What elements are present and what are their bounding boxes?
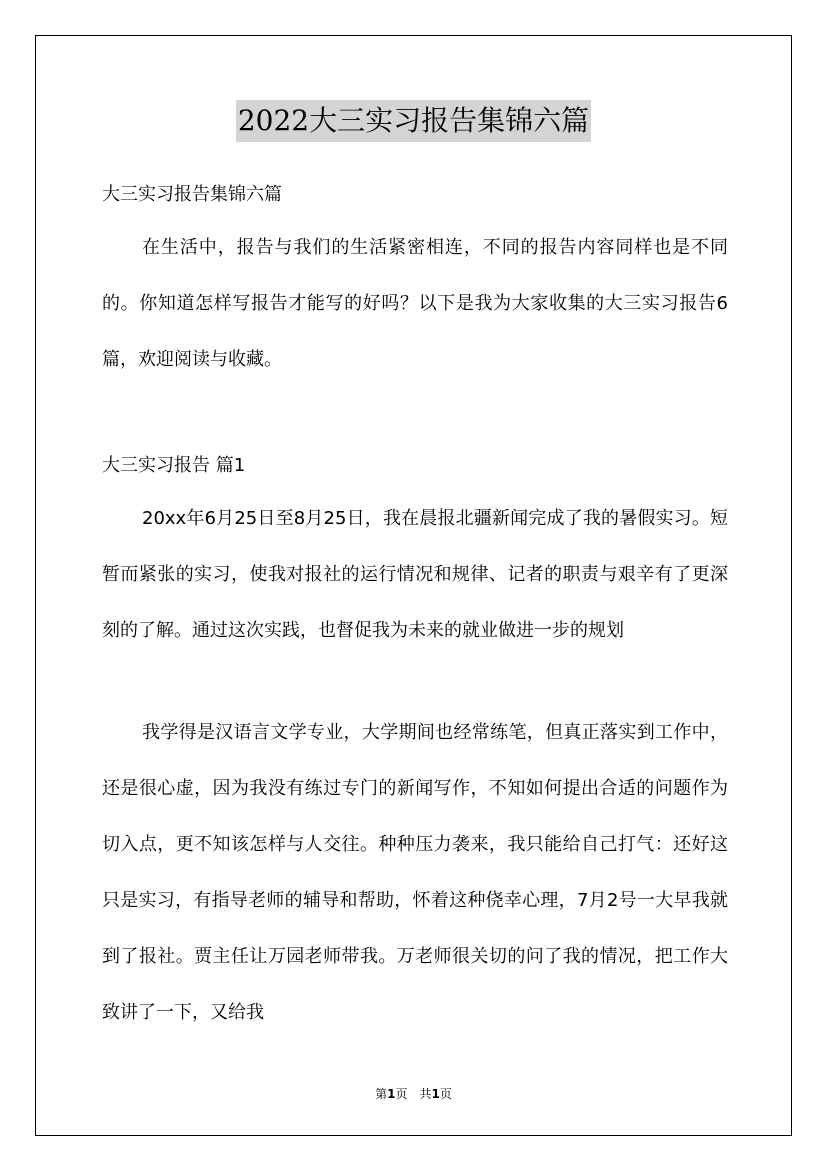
- body-paragraph-2: 我学得是汉语言文学专业，大学期间也经常练笔，但真正落实到工作中，还是很心虚，因为我没有练过专门的新闻写作，不知如何提出合适的问题作为切入点，更不知该怎样与人交往。种种压力袭来，我只能给自己打气：还好这只是实习，有指导老师的辅导和帮助，怀着这种侥幸心理，7月2号一大早我就到了报社。贾主任让万园老师带我。万老师很关切的问了我的情况，把工作大致讲了一下，又给我: [102, 722, 728, 1023]
- title-container: [0, 100, 827, 142]
- footer-mid: 页 共: [395, 1087, 432, 1101]
- document-subtitle: 大三实习报告集锦六篇: [102, 184, 282, 205]
- footer-suffix: 页: [439, 1087, 452, 1101]
- document-title: 2022大三实习报告集锦六篇: [236, 100, 591, 142]
- body-paragraph-1: 20xx年6月25日至8月25日，我在晨报北疆新闻完成了我的暑假实习。短暂而紧张的实习，使我对报社的运行情况和规律、记者的职责与艰辛有了更深刻的了解。通过这次实践，也督促我为未来的就业做进一步的规划: [102, 508, 728, 641]
- footer-page-current: 1: [387, 1087, 396, 1101]
- page-footer: [0, 1085, 827, 1102]
- section-heading: 大三实习报告 篇1: [102, 455, 246, 476]
- intro-paragraph: 在生活中，报告与我们的生活紧密相连，不同的报告内容同样也是不同的。你知道怎样写报告才能写的好吗？以下是我为大家收集的大三实习报告6篇，欢迎阅读与收藏。: [102, 237, 728, 370]
- footer-page-total: 1: [431, 1087, 440, 1101]
- footer-prefix: 第: [375, 1087, 388, 1101]
